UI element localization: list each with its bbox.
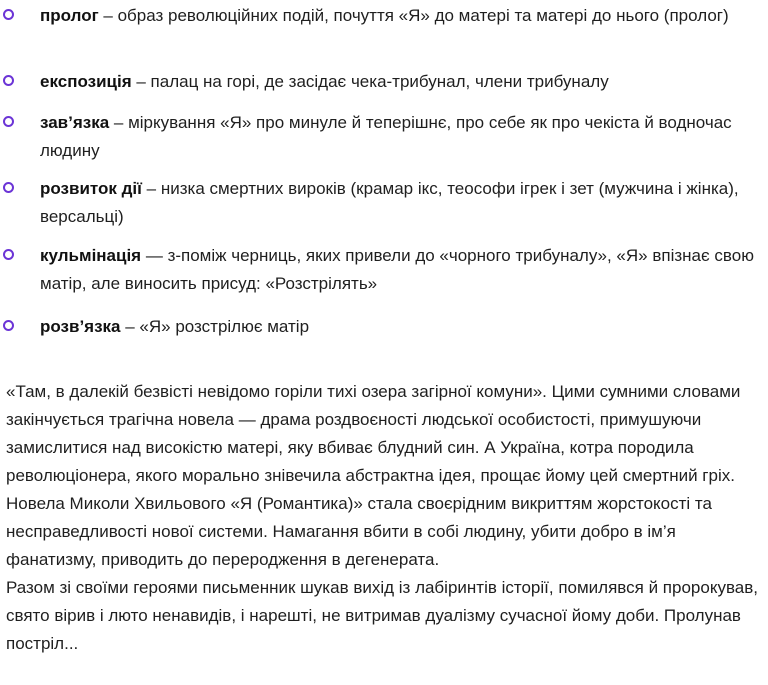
paragraph: «Там, в далекій безвісті невідомо горіли тихі озера загірної комуни». Цими сумними словами закінчується трагічна новела — драма роздвоєності людської особистості, примушуючи замислитися над високістю матері, яку вбиває блудний син. А Україна, котра породила революціонера, якого морально знівечила абстрактна ідея, прощає йому цей смертний гріх. [6,382,741,485]
list-item-description: з-поміж черниць, яких привели до «чорного трибуналу», «Я» впізнає свою матір, але виносить присуд: «Розстрілять» [40,246,754,293]
list-item-description: низка смертних вироків (крамар ікс, теософи ігрек і зет (мужчина і жінка), версальці) [40,179,739,226]
circle-bullet-icon [3,75,14,86]
list-item-term: розвиток дії [40,179,142,198]
paragraph: Новела Миколи Хвильового «Я (Романтика)» стала своєрідним викриттям жорстокості та несправедливості нової системи. Намагання вбити в собі людину, убити добро в ім’я фанатизму, приводить до переродження в дегенерата. [6,494,712,569]
list-item-term: пролог [40,6,99,25]
list-item-separator: – [98,6,118,25]
list-item-description: палац на горі, де засідає чека-трибунал, члени трибуналу [150,72,609,91]
circle-bullet-icon [3,249,14,260]
list-item-term: експозиція [40,72,132,91]
list-item-description: «Я» розстрілює матір [139,317,310,336]
list-item-separator: — [141,246,168,265]
list-item-term: зав’язка [40,113,110,132]
paragraph: Разом зі своїми героями письменник шукав вихід із лабіринтів історії, помилявся й пророкував, свято вірив і люто ненавидів, і нарешті, не витримав дуалізму сучасної йому доби. Пролунав постріл... [6,578,758,653]
list-item-description: образ революційних подій, почуття «Я» до матері та матері до нього (пролог) [117,6,729,25]
list-item-term: кульмінація [40,246,142,265]
list-item-separator: – [109,113,129,132]
list-item-separator: – [131,72,151,91]
circle-bullet-icon [3,9,14,20]
list-item-separator: – [120,317,140,336]
circle-bullet-icon [3,116,14,127]
circle-bullet-icon [3,182,14,193]
list-item-description: міркування «Я» про минуле й теперішнє, про себе як про чекіста й водночас людину [40,113,732,160]
list-item-term: розв’язка [40,317,121,336]
list-item-separator: – [141,179,161,198]
circle-bullet-icon [3,320,14,331]
article-body [6,378,766,658]
